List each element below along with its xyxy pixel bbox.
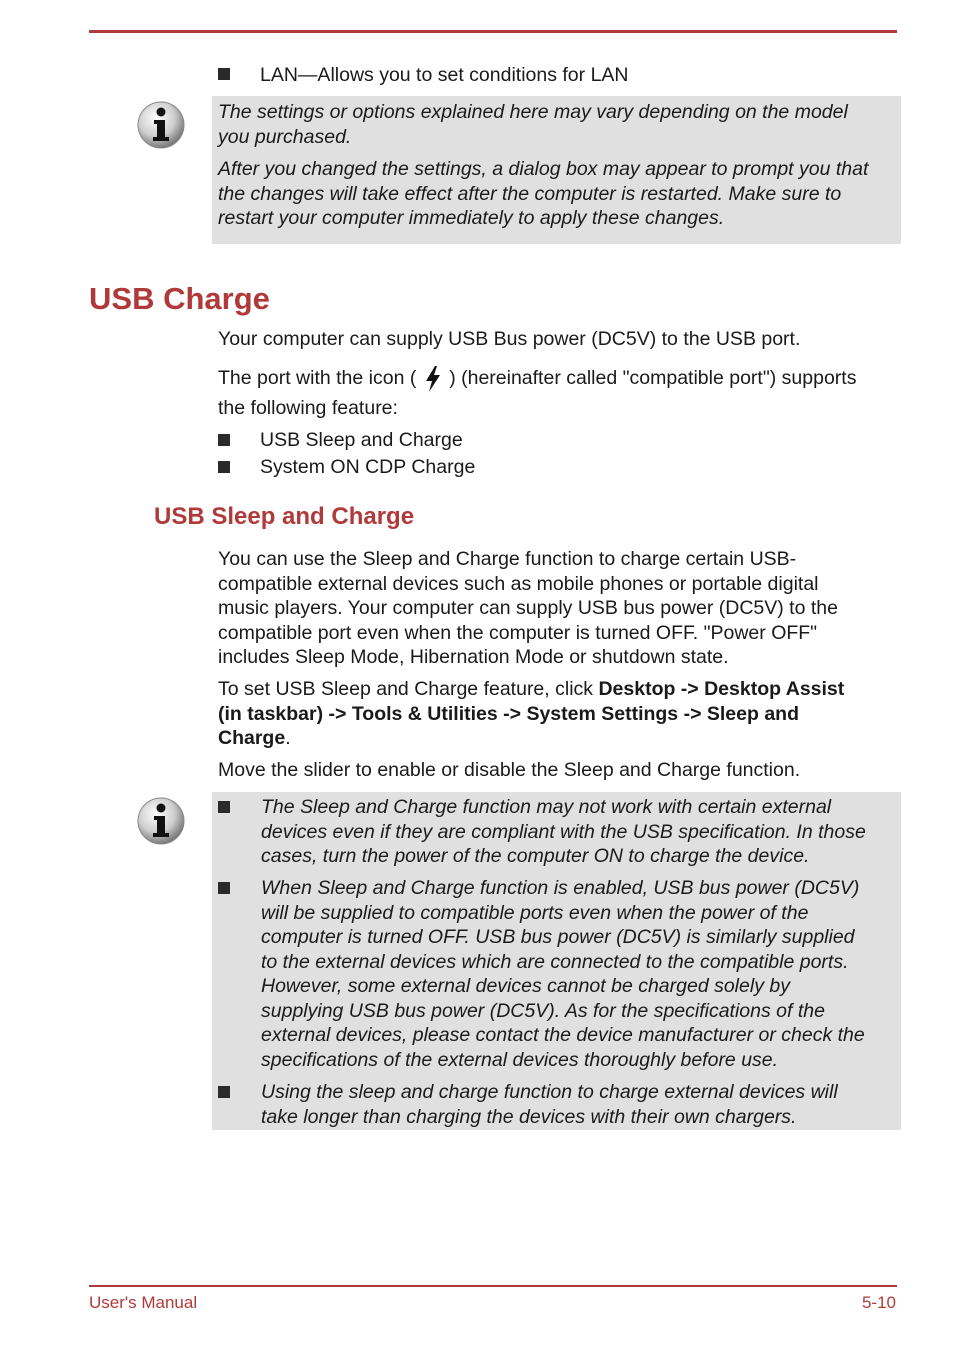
paragraph-line: compatible external devices such as mobile phones or portable digital: [218, 572, 819, 595]
lan-item-text: LAN—Allows you to set conditions for LAN: [260, 64, 629, 86]
note-line: Using the sleep and charge function to charge external devices will: [261, 1081, 838, 1103]
settings-path-paragraph: [218, 677, 844, 751]
usb-charge-bolt-icon: [422, 365, 444, 393]
section-title: USB Charge: [89, 281, 270, 316]
subsection-title: USB Sleep and Charge: [154, 503, 415, 530]
info-icon: [136, 100, 186, 150]
menu-path: Desktop -> Desktop Assist: [598, 678, 845, 700]
note-line: The settings or options explained here may vary depending on the model: [218, 101, 848, 123]
sleep-charge-paragraph: [218, 547, 838, 670]
slider-instruction: Move the slider to enable or disable the Sleep and Charge function.: [218, 759, 801, 781]
footer-page-number: 5-10: [861, 1293, 896, 1312]
note-line: When Sleep and Charge function is enabled, USB bus power (DC5V): [261, 877, 860, 899]
footer-manual-title: User's Manual: [89, 1293, 198, 1312]
bullet-square: [218, 68, 230, 80]
note-line: cases, turn the power of the computer ON to charge the device.: [261, 845, 810, 867]
bullet-square: [218, 882, 230, 894]
note-line: The Sleep and Charge function may not work with certain external: [261, 796, 832, 818]
bullet-square: [218, 801, 230, 813]
usb-charge-intro: Your computer can supply USB Bus power (DC5V) to the USB port.: [218, 328, 801, 350]
note-paragraph: [218, 100, 848, 149]
note-line: will be supplied to compatible ports even when the power of the: [261, 901, 809, 924]
port-line-after: ) (hereinafter called "compatible port") supports: [449, 367, 857, 389]
feature-item: System ON CDP Charge: [260, 456, 476, 478]
note-line: to the external devices which are connected to the compatible ports.: [261, 950, 849, 973]
paragraph-line: You can use the Sleep and Charge function to charge certain USB-: [218, 548, 797, 570]
note-line: you purchased.: [218, 125, 352, 148]
path-end: .: [285, 727, 291, 749]
menu-path: (in taskbar) -> Tools & Utilities -> System Settings -> Sleep and: [218, 702, 799, 725]
note-item: [261, 795, 866, 869]
note-line: external devices, please contact the device manufacturer or check the: [261, 1024, 865, 1046]
header-rule: [89, 30, 897, 33]
note-line: specifications of the external devices thoroughly before use.: [261, 1048, 779, 1071]
note-paragraph: [218, 157, 868, 231]
note-line: the changes will take effect after the computer is restarted. Make sure to: [218, 182, 842, 205]
note-line: take longer than charging the devices with their own chargers.: [261, 1105, 797, 1128]
note-line: restart your computer immediately to apply these changes.: [218, 207, 725, 229]
paragraph-line: music players. Your computer can supply USB bus power (DC5V) to the: [218, 597, 838, 619]
note-line: After you changed the settings, a dialog box may appear to prompt you that: [218, 158, 869, 180]
note-line: devices even if they are compliant with the USB specification. In those: [261, 820, 866, 843]
bullet-square: [218, 461, 230, 473]
port-line-2: the following feature:: [218, 397, 398, 419]
footer-rule: [89, 1285, 897, 1287]
port-line-before: The port with the icon (: [218, 367, 417, 389]
menu-path: Charge: [218, 727, 286, 749]
feature-item: USB Sleep and Charge: [260, 429, 463, 451]
note-line: However, some external devices cannot be charged solely by: [261, 975, 790, 997]
bullet-square: [218, 434, 230, 446]
info-icon: [136, 796, 186, 846]
paragraph-line: compatible port even when the computer is turned OFF. "Power OFF": [218, 621, 818, 644]
path-prefix: To set USB Sleep and Charge feature, click: [218, 678, 599, 700]
note-line: supplying USB bus power (DC5V). As for the specifications of the: [261, 999, 825, 1022]
note-item: [261, 876, 865, 1072]
bullet-square: [218, 1086, 230, 1098]
paragraph-line: includes Sleep Mode, Hibernation Mode or shutdown state.: [218, 646, 729, 668]
port-line: [218, 364, 856, 393]
note-line: computer is turned OFF. USB bus power (DC5V) is similarly supplied: [261, 926, 855, 948]
note-item: [261, 1080, 838, 1129]
